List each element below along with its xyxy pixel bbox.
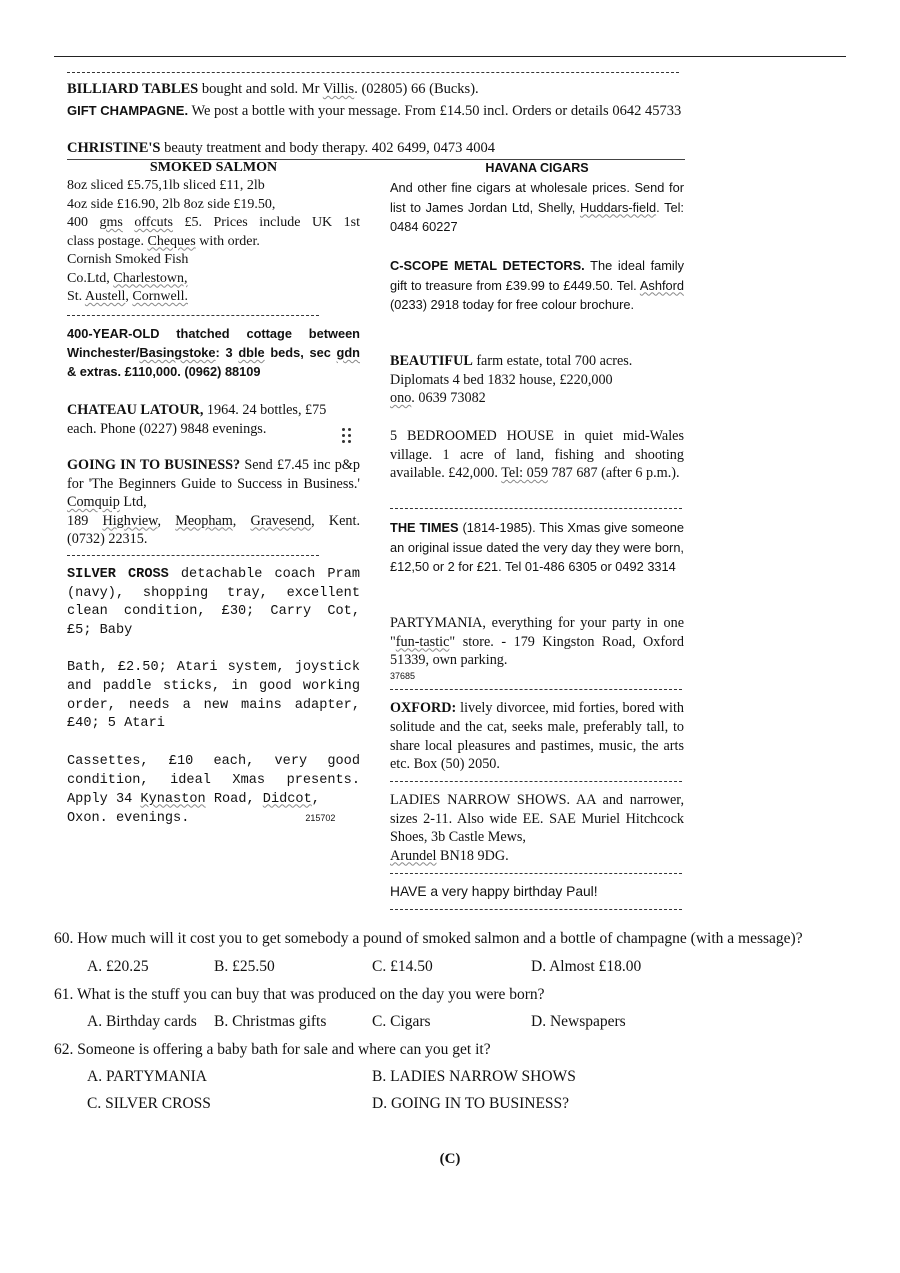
billiard-head: BILLIARD TABLES (67, 81, 199, 97)
salmon-line-5: Cornish Smoked Fish (67, 252, 189, 267)
divider (390, 873, 682, 874)
q60-option-c[interactable]: C. £14.50 (372, 958, 433, 975)
christine-text: beauty treatment and body therapy. 402 6499, 0473 4004 (160, 140, 495, 156)
q62-option-c[interactable]: C. SILVER CROSS (87, 1095, 211, 1112)
havana-ad: And other fine cigars at wholesale prices. Send for list to James Jordan Ltd, Shelly, Huddars-field. Tel: 0484 60227 (390, 180, 684, 234)
billiard-tail: . (02805) 66 (Bucks). (354, 81, 479, 97)
billiard-ad (67, 80, 685, 99)
q61-option-a[interactable]: A. Birthday cards (87, 1013, 197, 1030)
q61-option-c[interactable]: C. Cigars (372, 1013, 431, 1030)
christine-head: CHRISTINE'S (67, 140, 161, 156)
champagne-text: We post a bottle with your message. From £14.50 incl. Orders or details 0642 45733 (188, 103, 682, 119)
salmon-line-6: Co.Ltd, Charlestown, (67, 270, 188, 286)
salmon-ad (67, 177, 360, 307)
birthday-ad: HAVE a very happy birthday Paul! (390, 884, 598, 899)
question-61: 61. What is the stuff you can buy that was produced on the day you were born? (54, 986, 545, 1003)
times-ad: THE TIMES (1814-1985). This Xmas give someone an original issue dated the very day they were born, £12,50 or 2 for £21. Tel 01-486 6305 or 0492 3314 (390, 520, 684, 574)
beautiful-ad: BEAUTIFUL farm estate, total 700 acres. Diplomats 4 bed 1832 house, £220,000 ono. 0639 73082 (390, 353, 633, 406)
latour-text: 1964. 24 bottles, £75 each. Phone (0227) 9848 evenings. (67, 402, 327, 437)
champagne-ad (67, 101, 685, 121)
q60-option-a[interactable]: A. £20.25 (87, 958, 149, 975)
billiard-text: bought and sold. Mr (198, 81, 323, 97)
billiard-name: Villis (322, 81, 355, 97)
latour-ad (67, 401, 342, 439)
salmon-line-2: 4oz side £16.90, 2lb 8oz side £19.50, (67, 196, 276, 212)
silver-cross-ad-2: Bath, £2.50; Atari system, joystick and paddle sticks, in good working order, needs a new mains adapter, £40; 5 Atari (67, 660, 360, 732)
divider (390, 689, 682, 690)
cscope-ad: C-SCOPE METAL DETECTORS. The ideal family gift to treasure from £39.99 to £449.50. Tel. Ashford (0233) 2918 today for free colour brochure. (390, 258, 684, 312)
section-label: (C) (439, 1151, 461, 1167)
question-60: 60. How much will it cost you to get somebody a pound of smoked salmon and a bottle of champagne (with a message)? (54, 930, 803, 947)
ladies-ad: LADIES NARROW SHOWS. AA and narrower, sizes 2-11. Also wide EE. SAE Muriel Hitchcock Shoes, 3b Castle Mews, Arundel BN18 9DG. (390, 792, 684, 864)
q61-option-d[interactable]: D. Newspapers (531, 1013, 626, 1030)
house-ad: 5 BEDROOMED HOUSE in quiet mid-Wales village. 1 acre of land, fishing and shooting available. £42,000. Tel: 059 787 687 (after 6 p.m.). (390, 428, 684, 481)
divider (67, 555, 319, 556)
salmon-line-3: 400 gms offcuts £5. Prices include UK 1st (67, 215, 361, 230)
drag-handle-icon (342, 428, 354, 444)
divider (390, 781, 682, 782)
salmon-line-1: 8oz sliced £5.75,1lb sliced £11, 2lb (67, 178, 265, 193)
christine-ad (67, 139, 685, 158)
salmon-line-4: class postage. Cheques with order. (67, 233, 260, 249)
question-62: 62. Someone is offering a baby bath for sale and where can you get it? (54, 1041, 491, 1058)
oxford-ad: OXFORD: lively divorcee, mid forties, bored with solitude and the cat, seeks male, preferably tall, to share local pleasures and pastimes, music, the arts etc. Box (50) 2050. (390, 700, 684, 773)
q62-option-a[interactable]: A. PARTYMANIA (87, 1068, 207, 1085)
divider (67, 72, 679, 73)
q60-option-d[interactable]: D. Almost £18.00 (531, 958, 642, 975)
divider (390, 909, 682, 910)
silver-cross-ad-3: Cassettes, £10 each, very good condition, ideal Xmas presents. Apply 34 Kynaston Road, Didcot, Oxon. evenings. 215702 (67, 754, 360, 827)
silver-cross-ad: SILVER CROSS detachable coach Pram (navy), shopping tray, excellent clean condition, £30; Carry Cot, £5; Baby (67, 567, 360, 638)
salmon-line-7: St. Austell, Cornwell. (67, 289, 188, 304)
business-ad: GOING IN TO BUSINESS? Send £7.45 inc p&p for 'The Beginners Guide to Success in Business.' Comquip Ltd, 189 Highview, Meopham, Gravesend, Kent. (0732) 22315. (67, 457, 361, 547)
cottage-ad: 400-YEAR-OLD thatched cottage between Winchester/Basingstoke: 3 dble beds, sec gdn & extras. £110,000. (0962) 88109 (67, 326, 360, 379)
divider (67, 315, 319, 316)
latour-head: CHATEAU LATOUR, (67, 402, 204, 418)
divider (390, 508, 682, 509)
salmon-title: SMOKED SALMON (149, 160, 278, 175)
top-rule (54, 56, 846, 57)
q62-option-d[interactable]: D. GOING IN TO BUSINESS? (372, 1095, 570, 1112)
champagne-head: GIFT CHAMPAGNE. (67, 103, 189, 118)
silver-code: 215702 (305, 813, 336, 824)
q60-option-b[interactable]: B. £25.50 (214, 958, 275, 975)
q62-option-b[interactable]: B. LADIES NARROW SHOWS (372, 1068, 576, 1085)
havana-title: HAVANA CIGARS (485, 161, 589, 175)
q61-option-b[interactable]: B. Christmas gifts (214, 1013, 327, 1030)
partymania-ad: PARTYMANIA, everything for your party in one "fun-tastic" store. - 179 Kingston Road, Oxford 51339, own parking. 37685 (390, 615, 684, 681)
